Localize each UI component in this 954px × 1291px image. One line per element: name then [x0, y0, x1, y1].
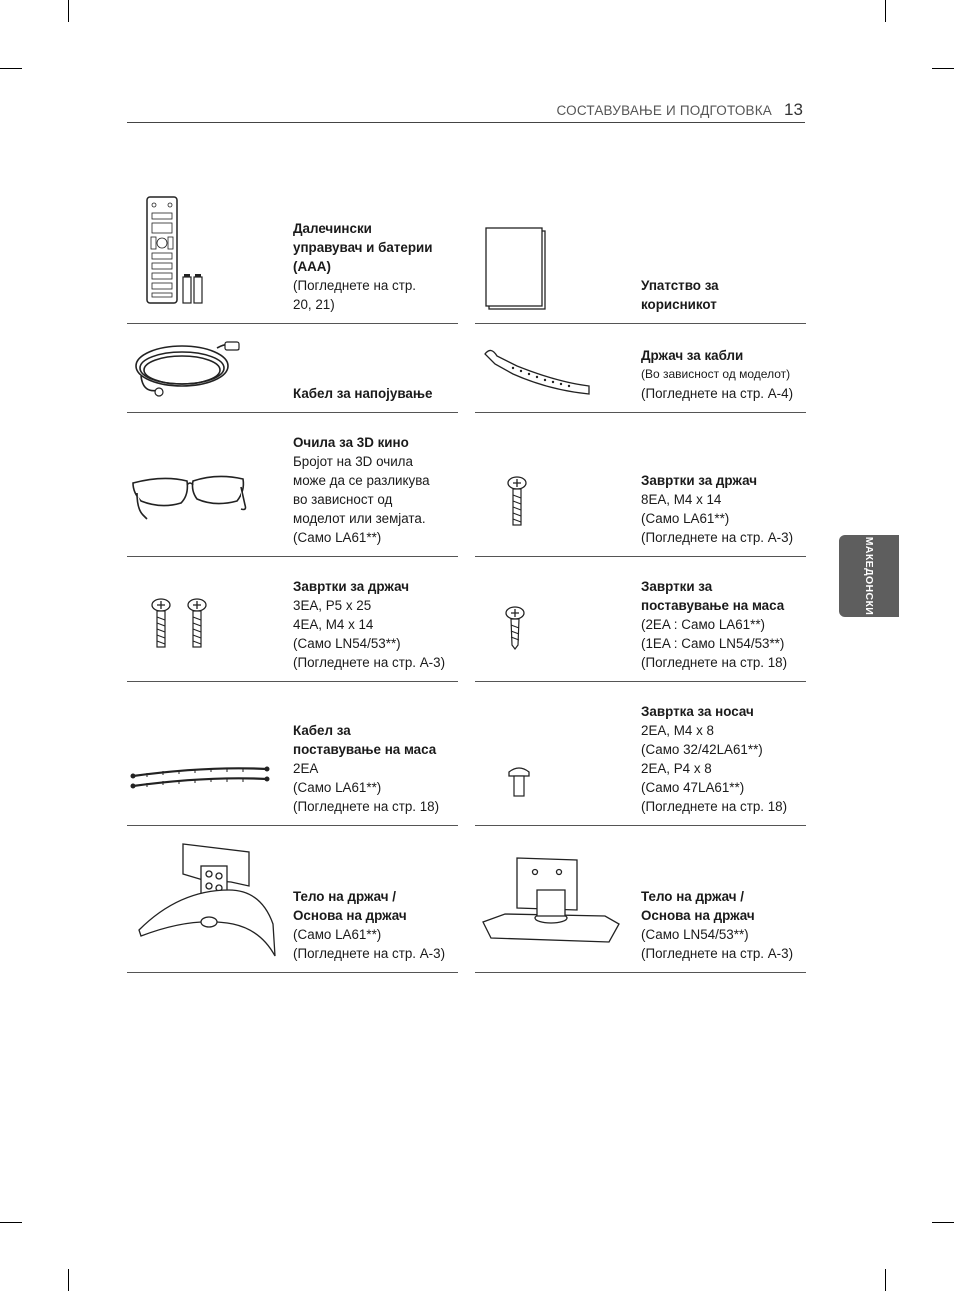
item-title: Завртки за поставување на маса: [641, 579, 785, 613]
item-description: 3EA, P5 x 25 4EA, M4 x 14 (Само LN54/53**) (Погледнете на стр. A-3): [293, 598, 446, 670]
item-description: Бројот на 3D очила може да се разликува во зависност од моделот или земјата. (Само LA61**): [293, 454, 430, 545]
item-desk-cable: [127, 682, 458, 826]
item-title: Завртки за држач: [641, 473, 757, 488]
crop-mark: [932, 68, 954, 69]
crop-mark: [932, 1222, 954, 1223]
item-title: Тело на држач / Основа на држач: [641, 889, 755, 923]
language-tab-label: МАКЕДОНСКИ: [863, 536, 875, 616]
short-screw-icon: [475, 682, 635, 825]
item-stand-screws-la61: [475, 413, 806, 557]
screw-icon: [475, 413, 635, 556]
language-tab: [839, 535, 899, 617]
screw-icon: [475, 557, 635, 681]
item-title: Завртка за носач: [641, 704, 754, 719]
page-number: 13: [784, 100, 803, 119]
header-rule: [127, 122, 805, 123]
crop-mark: [885, 1269, 886, 1291]
item-description: (2EA : Само LA61**) (1EA : Само LN54/53**) (Погледнете на стр. 18): [641, 617, 788, 670]
item-manual: [475, 185, 806, 324]
item-title: Далечински управувач и батерии (AAA): [293, 221, 433, 274]
item-stand-screws-ln54: [127, 557, 458, 682]
item-description: (Погледнете на стр. A-4): [641, 386, 794, 401]
3d-glasses-icon: [127, 413, 287, 556]
manual-icon: [475, 185, 635, 323]
stand-flat-icon: [475, 826, 635, 972]
item-3d-glasses: [127, 413, 458, 557]
crop-mark: [0, 68, 22, 69]
cable-holder-icon: [475, 324, 635, 412]
item-description: (Погледнете на стр. 20, 21): [293, 278, 417, 312]
item-description: 8EA, M4 x 14 (Само LA61**) (Погледнете на стр. A-3): [641, 492, 794, 545]
item-desk-screws: [475, 557, 806, 682]
item-title: Завртки за држач: [293, 579, 409, 594]
item-description: 2EA (Само LA61**) (Погледнете на стр. 18): [293, 761, 440, 814]
item-note: (Во зависност од моделот): [641, 367, 791, 381]
item-description: (Само LN54/53**) (Погледнете на стр. A-3): [641, 927, 794, 961]
desk-cable-icon: [127, 682, 287, 825]
item-bracket-screw: [475, 682, 806, 826]
section-title: СОСТАВУВАЊЕ И ПОДГОТОВКА: [556, 103, 772, 118]
item-cable-holder: [475, 324, 806, 413]
item-title: Кабел за поставување на маса: [293, 723, 437, 757]
item-stand-ln54: [475, 826, 806, 973]
power-cable-icon: [127, 324, 287, 412]
item-title: Тело на држач / Основа на држач: [293, 889, 407, 923]
item-description: (Само LA61**) (Погледнете на стр. A-3): [293, 927, 446, 961]
crop-mark: [68, 0, 69, 22]
item-stand-la61: [127, 826, 458, 973]
item-description: 2EA, M4 x 8 (Само 32/42LA61**) 2EA, P4 x 8 (Само 47LA61**) (Погледнете на стр. 18): [641, 723, 788, 814]
item-power-cable: [127, 324, 458, 413]
crop-mark: [0, 1222, 22, 1223]
item-title: Упатство за корисникот: [641, 278, 719, 312]
item-title: Држач за кабли: [641, 348, 744, 363]
item-title: Кабел за напојување: [293, 386, 433, 401]
stand-curved-icon: [127, 826, 287, 972]
crop-mark: [885, 0, 886, 22]
crop-mark: [68, 1269, 69, 1291]
item-title: Очила за 3D кино: [293, 435, 409, 450]
remote-control-icon: [127, 185, 287, 323]
item-remote: [127, 185, 458, 324]
screws-pair-icon: [127, 557, 287, 681]
